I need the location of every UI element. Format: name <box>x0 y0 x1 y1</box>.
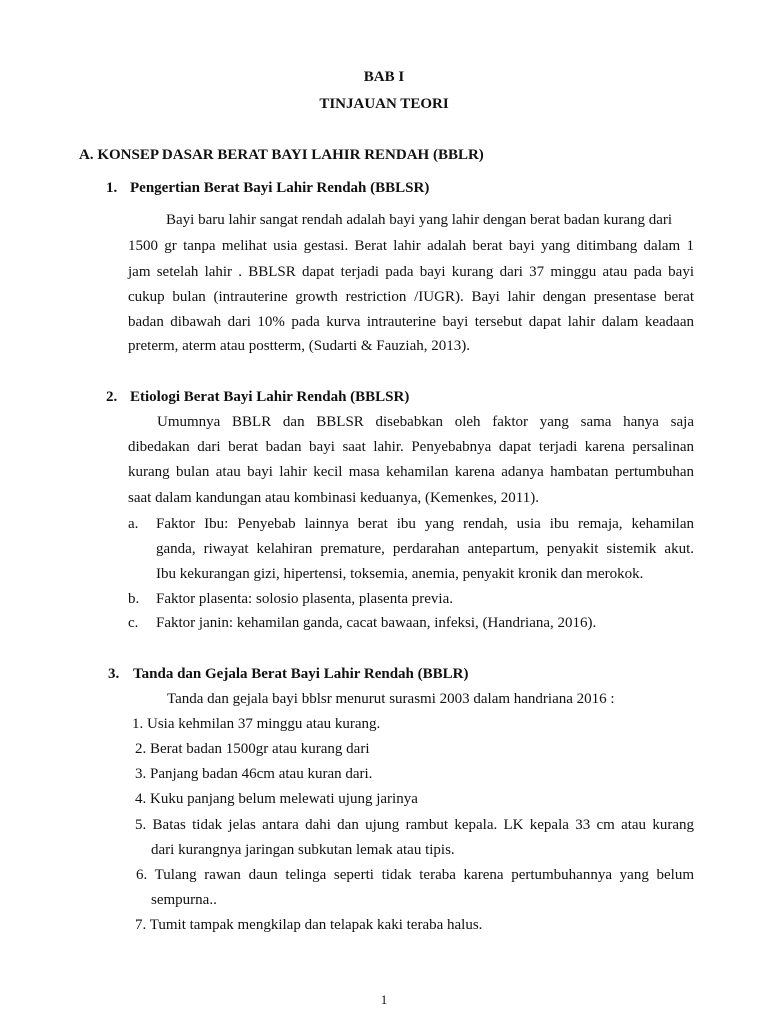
sub1-line-3: jam setelah lahir . BBLSR dapat terjadi pada bayi kurang dari 37 minggu atau pada bayi <box>128 264 694 280</box>
sub2-item-a-line-2: ganda, riwayat kelahiran premature, perdarahan antepartum, penyakit sistemik akut. <box>156 541 694 557</box>
sub2-item-a-line-3: Ibu kekurangan gizi, hipertensi, toksemia, anemia, penyakit kronik dan merokok. <box>156 566 644 582</box>
sub1-line-1: Bayi baru lahir sangat rendah adalah bayi yang lahir dengan berat badan kurang dari <box>166 212 673 228</box>
sub3-item-6-line-2: sempurna.. <box>151 892 217 908</box>
sub2-item-a-label: a. <box>128 516 139 532</box>
sub3-item-3: 3. Panjang badan 46cm atau kuran dari. <box>135 766 373 782</box>
sub2-item-c-text: Faktor janin: kehamilan ganda, cacat bawaan, infeksi, (Handriana, 2016). <box>156 615 597 631</box>
sub2-number: 2. <box>106 389 118 405</box>
sub3-item-4: 4. Kuku panjang belum melewati ujung jarinya <box>135 791 418 807</box>
sub3-item-7: 7. Tumit tampak mengkilap dan telapak kaki teraba halus. <box>135 917 483 933</box>
sub3-number: 3. <box>108 666 120 682</box>
sub3-intro: Tanda dan gejala bayi bblsr menurut surasmi 2003 dalam handriana 2016 : <box>167 691 615 707</box>
sub1-line-2: 1500 gr tanpa melihat usia gestasi. Berat lahir adalah berat bayi yang ditimbang dalam 1 <box>128 238 694 254</box>
chapter-title: TINJAUAN TEORI <box>319 96 449 112</box>
sub1-line-5: badan dibawah dari 10% pada kurva intrauterine bayi tersebut dapat lahir dalam keadaan <box>128 314 694 330</box>
sub2-line-2: dibedakan dari berat badan bayi saat lahir. Penyebabnya dapat terjadi karena persalinan <box>128 439 694 455</box>
sub2-item-b-text: Faktor plasenta: solosio plasenta, plasenta previa. <box>156 591 454 607</box>
sub3-heading: Tanda dan Gejala Berat Bayi Lahir Rendah (BBLR) <box>133 666 469 682</box>
sub2-heading: Etiologi Berat Bayi Lahir Rendah (BBLSR) <box>130 389 410 405</box>
sub3-item-5-line-2: dari kurangnya jaringan subkutan lemak atau tipis. <box>151 842 455 858</box>
sub1-line-6: preterm, aterm atau postterm, (Sudarti & Fauziah, 2013). <box>128 338 470 354</box>
sub2-item-a-line-1: Faktor Ibu: Penyebab lainnya berat ibu yang rendah, usia ibu remaja, kehamilan <box>156 516 694 532</box>
sub3-item-1: 1. Usia kehmilan 37 minggu atau kurang. <box>132 716 381 732</box>
sub1-heading: Pengertian Berat Bayi Lahir Rendah (BBLSR) <box>130 180 430 196</box>
page-number: 1 <box>380 992 388 1007</box>
sub2-line-1: Umumnya BBLR dan BBLSR disebabkan oleh faktor yang sama hanya saja <box>157 414 694 430</box>
sub2-item-c-label: c. <box>128 615 139 631</box>
sub2-item-b-label: b. <box>128 591 140 607</box>
sub3-item-6-line-1: 6. Tulang rawan daun telinga seperti tidak teraba karena pertumbuhannya yang belum <box>136 867 694 883</box>
sub3-item-2: 2. Berat badan 1500gr atau kurang dari <box>135 741 370 757</box>
sub2-line-4: saat dalam kandungan atau kombinasi keduanya, (Kemenkes, 2011). <box>128 490 539 506</box>
sub1-line-4: cukup bulan (intrauterine growth restriction /IUGR). Bayi lahir dengan presentase berat <box>128 289 694 305</box>
sub2-line-3: kurang bulan atau bayi lahir kecil masa kehamilan karena adanya hambatan pertumbuhan <box>128 464 694 480</box>
sub1-number: 1. <box>106 180 118 196</box>
section-a-heading: A. KONSEP DASAR BERAT BAYI LAHIR RENDAH (BBLR) <box>79 147 484 163</box>
sub3-item-5-line-1: 5. Batas tidak jelas antara dahi dan ujung rambut kepala. LK kepala 33 cm atau kurang <box>135 817 694 833</box>
chapter-label: BAB I <box>363 69 405 85</box>
